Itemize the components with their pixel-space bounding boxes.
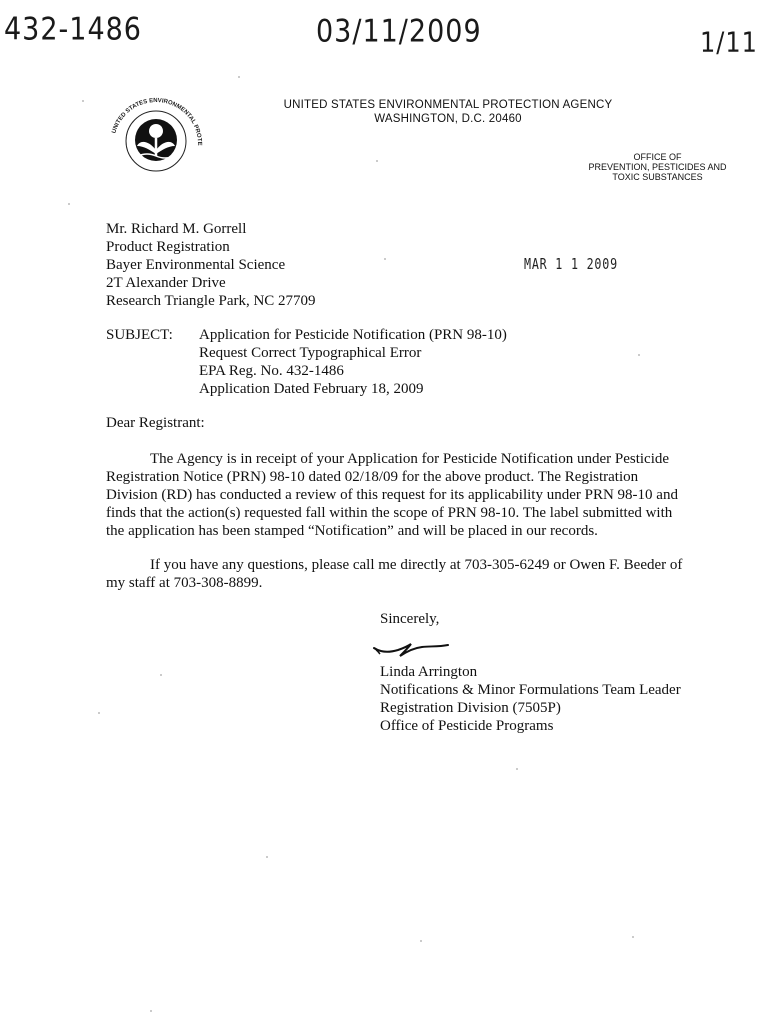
recipient-line: Mr. Richard M. Gorrell bbox=[106, 221, 247, 237]
signer-division: Registration Division (7505P) bbox=[380, 700, 561, 716]
closing: Sincerely, bbox=[380, 611, 440, 627]
scan-speck bbox=[376, 160, 378, 162]
recipient-line: 2T Alexander Drive bbox=[106, 275, 226, 291]
paragraph-line: finds that the action(s) requested fall within the scope of PRN 98-10. The label submitted with bbox=[106, 505, 673, 521]
scan-speck bbox=[150, 1010, 152, 1012]
scan-speck bbox=[68, 203, 70, 205]
paragraph-line: The Agency is in receipt of your Application for Pesticide Notification under Pesticide bbox=[150, 451, 670, 467]
office-of bbox=[585, 152, 730, 182]
scan-speck bbox=[632, 936, 634, 938]
scan-speck bbox=[160, 674, 162, 676]
subject-line: Application Dated February 18, 2009 bbox=[199, 381, 424, 397]
office-line: OFFICE OF bbox=[633, 152, 682, 162]
date-stamp: MAR 1 1 2009 bbox=[524, 255, 618, 273]
handwritten-page-number: 1/11 bbox=[700, 26, 758, 59]
letterhead bbox=[270, 98, 626, 126]
agency-name: UNITED STATES ENVIRONMENTAL PROTECTION AGENCY bbox=[283, 99, 613, 111]
office-line: TOXIC SUBSTANCES bbox=[612, 172, 703, 182]
seal-ring-text: UNITED STATES ENVIRONMENTAL PROTE bbox=[111, 97, 203, 146]
recipient-line: Bayer Environmental Science bbox=[106, 257, 286, 273]
paragraph-line: the application has been stamped “Notification” and will be placed in our records. bbox=[106, 523, 598, 539]
agency-city: WASHINGTON, D.C. 20460 bbox=[374, 113, 522, 125]
subject-label: SUBJECT: bbox=[106, 327, 173, 343]
signer-title: Notifications & Minor Formulations Team Leader bbox=[380, 682, 681, 698]
signer-name: Linda Arrington bbox=[380, 664, 478, 680]
subject-line: Application for Pesticide Notification (PRN 98-10) bbox=[199, 327, 507, 343]
body-paragraph-1 bbox=[106, 450, 706, 540]
handwritten-signature bbox=[370, 634, 460, 662]
office-line: PREVENTION, PESTICIDES AND bbox=[588, 162, 727, 172]
scan-speck bbox=[516, 768, 518, 770]
handwritten-date: 03/11/2009 bbox=[316, 14, 482, 50]
paragraph-line: If you have any questions, please call me directly at 703-305-6249 or Owen F. Beeder of bbox=[150, 557, 683, 573]
recipient-line: Product Registration bbox=[106, 239, 230, 255]
subject-line: EPA Reg. No. 432-1486 bbox=[199, 363, 344, 379]
scan-speck bbox=[266, 856, 268, 858]
paragraph-line: Registration Notice (PRN) 98-10 dated 02/18/09 for the above product. The Registration bbox=[106, 469, 639, 485]
scan-speck bbox=[384, 258, 386, 260]
scan-speck bbox=[98, 712, 100, 714]
signer-office: Office of Pesticide Programs bbox=[380, 718, 554, 734]
subject-lines bbox=[199, 326, 507, 398]
subject-line: Request Correct Typographical Error bbox=[199, 345, 422, 361]
scan-speck bbox=[420, 940, 422, 942]
body-paragraph-2 bbox=[106, 556, 706, 592]
scan-speck bbox=[82, 100, 84, 102]
signer-block bbox=[380, 663, 681, 735]
handwritten-reg-number: 432-1486 bbox=[4, 12, 142, 48]
scan-speck bbox=[238, 76, 240, 78]
scan-speck bbox=[638, 354, 640, 356]
paragraph-line: Division (RD) has conducted a review of this request for its applicability under PRN 98-10 and bbox=[106, 487, 678, 503]
paragraph-line: my staff at 703-308-8899. bbox=[106, 575, 263, 591]
salutation: Dear Registrant: bbox=[106, 415, 205, 431]
epa-seal-logo bbox=[104, 94, 208, 186]
recipient-address bbox=[106, 220, 316, 310]
recipient-line: Research Triangle Park, NC 27709 bbox=[106, 293, 316, 309]
